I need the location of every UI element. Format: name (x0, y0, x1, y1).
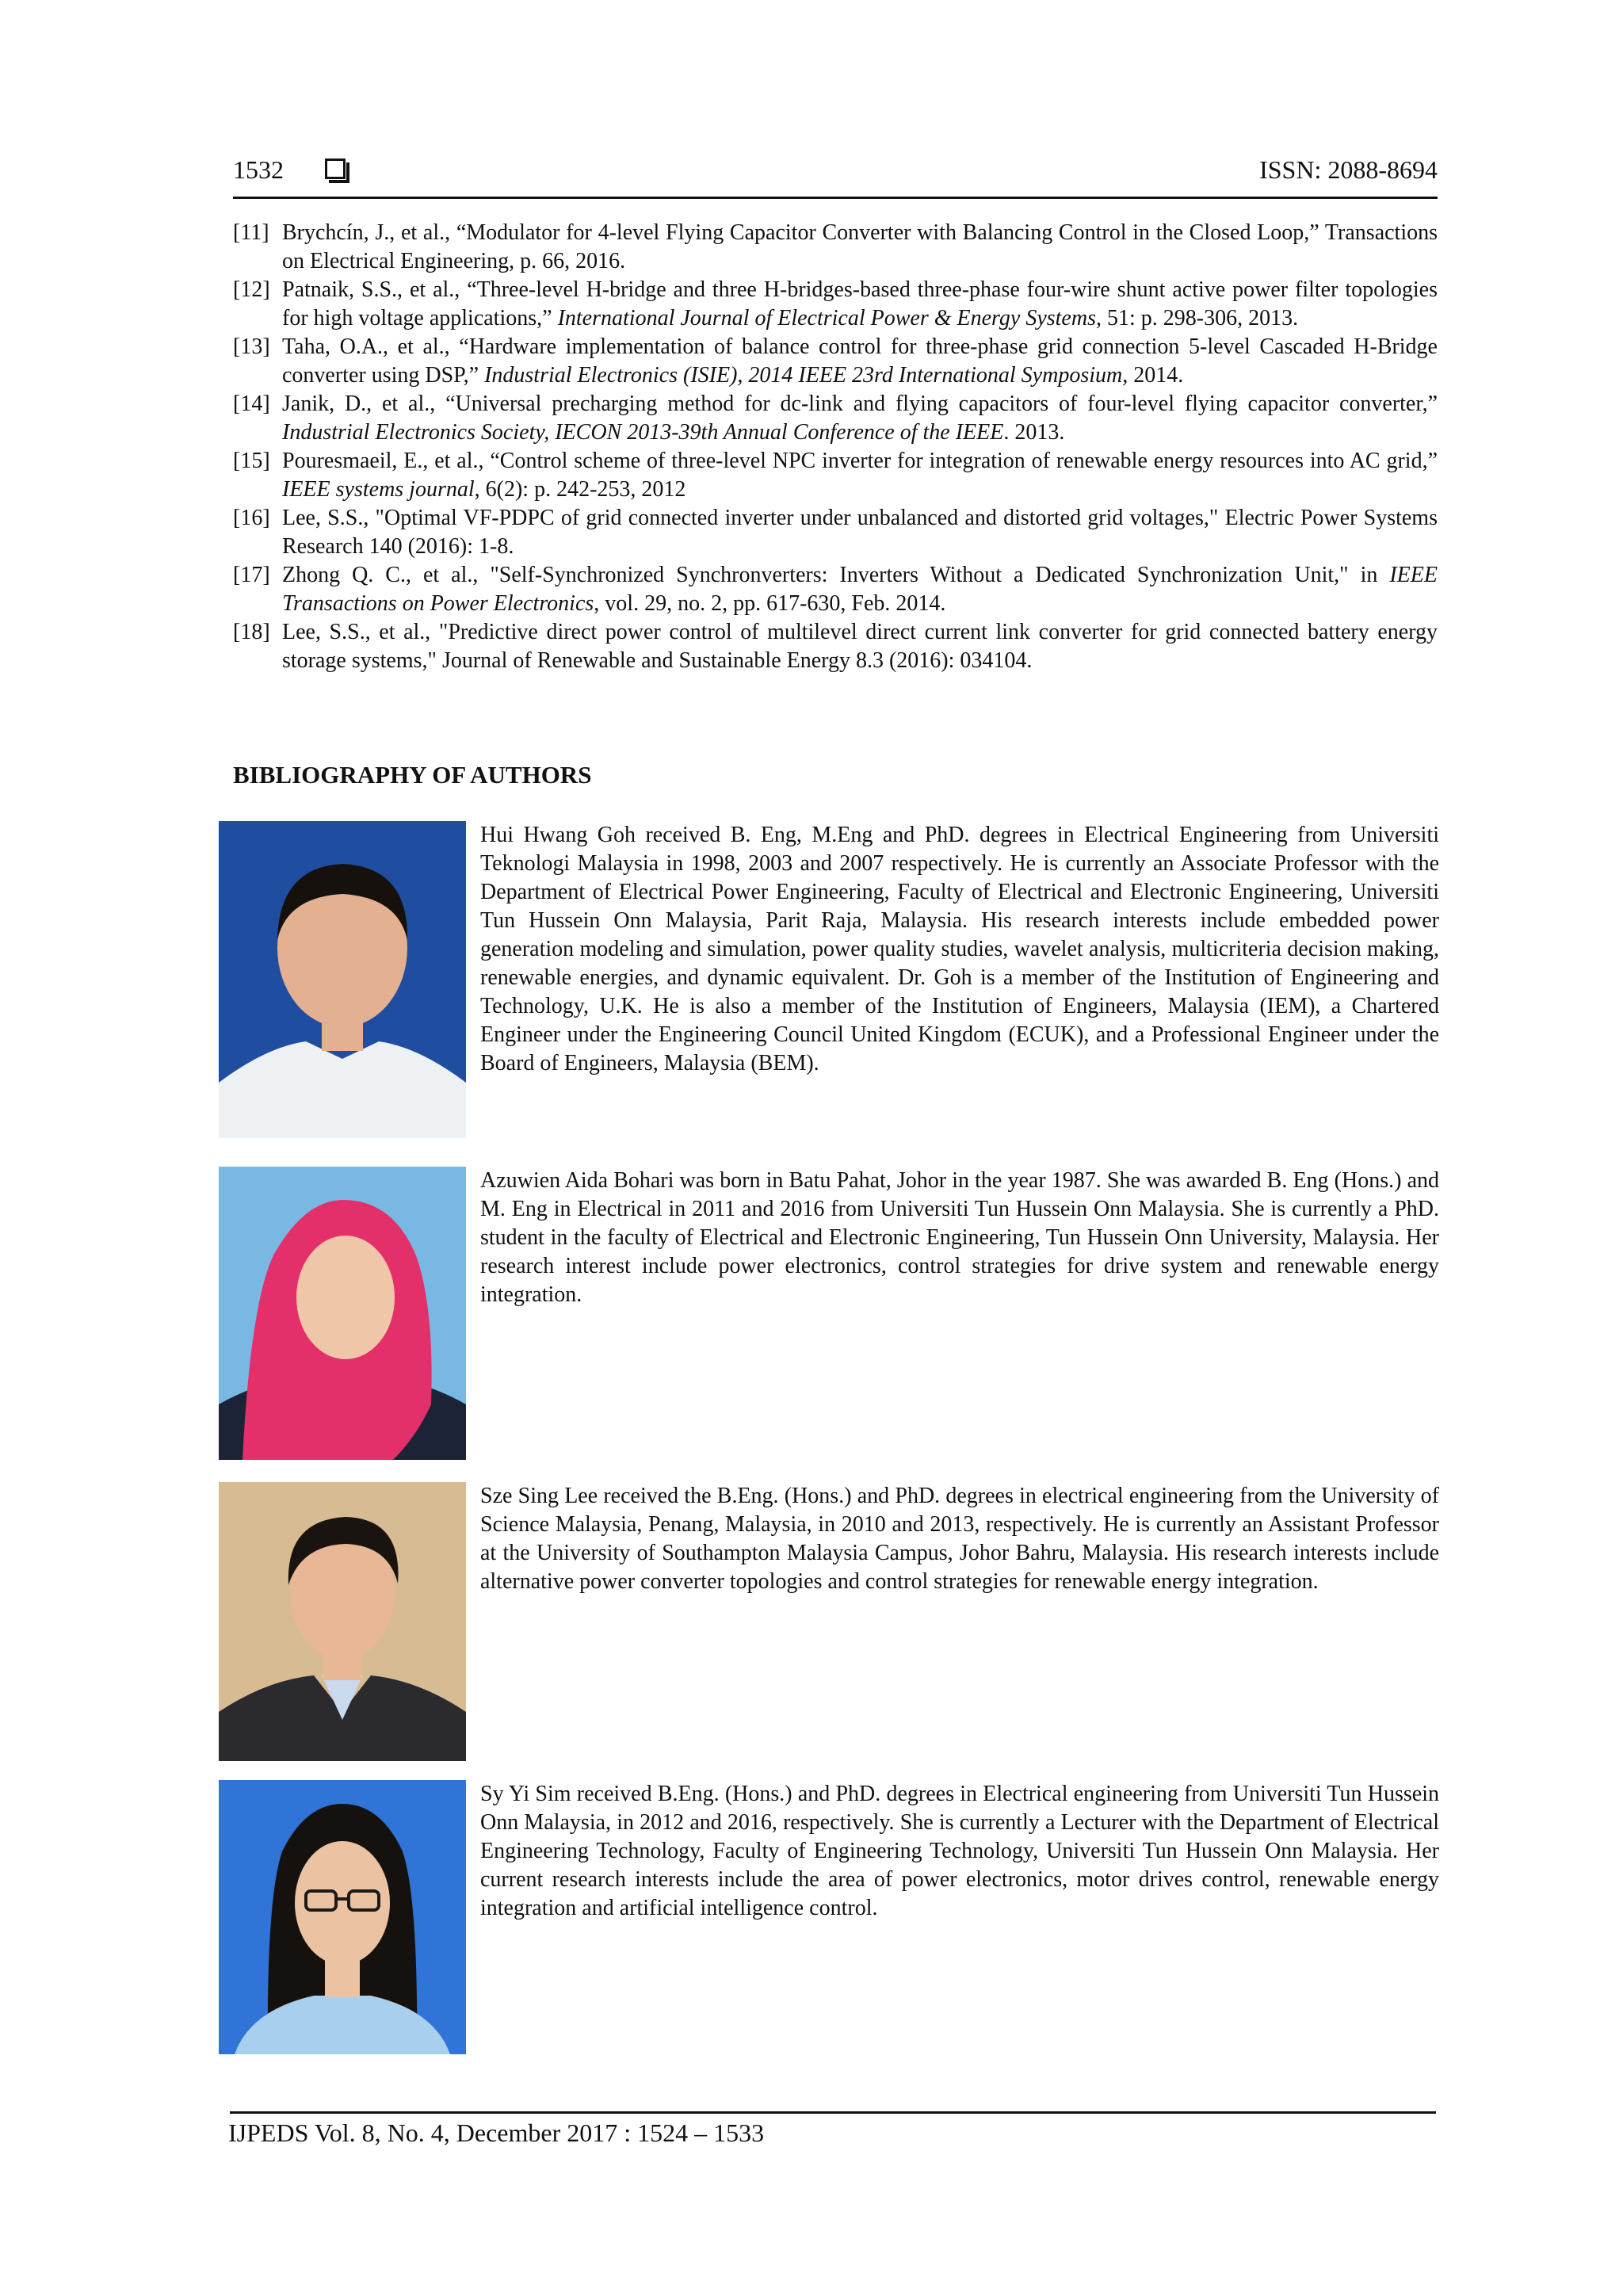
reference-venue: Industrial Electronics (ISIE), 2014 IEEE 23rd International Symposium, (484, 363, 1128, 388)
page-number: 1532 (233, 155, 284, 184)
reference-text: Taha, O.A., et al., “Hardware implementation of balance control for three-phase grid connection 5-level Cascaded H-Bridge converter using DSP,” (282, 334, 1438, 388)
reference-details: , 51: p. 298-306, 2013. (1095, 306, 1299, 330)
reference-number: [15] (233, 449, 270, 473)
box-bullet-icon (325, 159, 346, 179)
reference-details: . 2013. (1003, 420, 1065, 445)
reference-text: Brychcín, J., et al., “Modulator for 4-level Flying Capacitor Converter with Balancing Control in the Closed Loop,” Transactions on Electrical Engineering, p. 66, 2016. (282, 220, 1438, 273)
author-photo (219, 1780, 466, 2054)
portrait-image (219, 821, 466, 1138)
reference-venue: International Journal of Electrical Power & Energy Systems (557, 306, 1096, 330)
portrait-image (219, 1167, 466, 1460)
author-bio: Sze Sing Lee received the B.Eng. (Hons.) and PhD. degrees in electrical engineering from the University of Science Malaysia, Penang, Malaysia, in 2010 and 2013, respectively. He is currently an Assistant Professor at the University of Southampton Malaysia Campus, Johor Bahru, Malaysia. His research interests include alternative power converter topologies and control strategies for renewable energy integration. (480, 1484, 1439, 1594)
reference-number: [14] (233, 392, 270, 416)
reference-item (233, 618, 1438, 675)
reference-number: [13] (233, 334, 270, 359)
reference-text: Lee, S.S., "Optimal VF-PDPC of grid connected inverter under unbalanced and distorted grid voltages," Electric Power Systems Research 140 (2016): 1-8. (282, 506, 1438, 559)
reference-text: Lee, S.S., et al., "Predictive direct power control of multilevel direct current link converter for grid connected battery energy storage systems," Journal of Renewable and Sustainable Energy 8.3 (2016): 034104. (282, 620, 1438, 673)
journal-citation: IJPEDS Vol. 8, No. 4, December 2017 : 1524 – 1533 (228, 2118, 765, 2147)
reference-details: , vol. 29, no. 2, pp. 617-630, Feb. 2014. (594, 591, 946, 616)
portrait-image (219, 1482, 466, 1761)
reference-number: [11] (233, 220, 269, 245)
reference-list (233, 219, 1438, 675)
reference-number: [17] (233, 563, 270, 587)
reference-details: , 6(2): p. 242-253, 2012 (474, 477, 686, 502)
reference-item (233, 504, 1438, 561)
author-bio: Sy Yi Sim received B.Eng. (Hons.) and PhD. degrees in Electrical engineering from Universiti Tun Hussein Onn Malaysia, in 2012 and 2016, respectively. She is currently a Lecturer with the Department of Electrical Engineering Technology, Faculty of Engineering Technology, Universiti Tun Hussein Onn Malaysia. Her current research interests include the area of power electronics, motor drives control, renewable energy integration and artificial intelligence control. (480, 1782, 1439, 1920)
reference-item (233, 219, 1438, 276)
issn: ISSN: 2088-8694 (1259, 155, 1438, 184)
reference-venue: IEEE Transactions on Power Electronics (282, 563, 1438, 616)
reference-text: Pouresmaeil, E., et al., “Control scheme of three-level NPC inverter for integration of renewable energy resources into AC grid,” (282, 449, 1438, 473)
reference-item (233, 390, 1438, 447)
author-photo (219, 1167, 466, 1460)
reference-venue: IEEE systems journal (282, 477, 475, 502)
reference-item (233, 276, 1438, 333)
author-bio: Azuwien Aida Bohari was born in Batu Pahat, Johor in the year 1987. She was awarded B. Eng (Hons.) and M. Eng in Electrical in 2011 and 2016 from Universiti Tun Hussein Onn Malaysia. She is currently a PhD. student in the faculty of Electrical and Electronic Engineering, Tun Hussein Onn University, Malaysia. Her research interest include power electronics, control strategies for drive system and renewable energy integration. (480, 1168, 1439, 1307)
page-footer (228, 2111, 1436, 2147)
reference-item (233, 333, 1438, 390)
reference-number: [16] (233, 506, 270, 530)
page-header (233, 152, 1438, 199)
reference-number: [18] (233, 620, 270, 644)
reference-item (233, 561, 1438, 618)
reference-number: [12] (233, 277, 270, 302)
reference-item (233, 447, 1438, 504)
reference-text: Janik, D., et al., “Universal precharging method for dc-link and flying capacitors of four-level flying capacitor converter,” (282, 392, 1438, 416)
reference-text: Patnaik, S.S., et al., “Three-level H-bridge and three H-bridges-based three-phase four-wire shunt active power filter topologies for high voltage applications,” (282, 277, 1438, 330)
reference-details: 2014. (1128, 363, 1184, 388)
author-photo (219, 1482, 466, 1761)
portrait-image (219, 1780, 466, 2054)
bibliography-heading: BIBLIOGRAPHY OF AUTHORS (233, 761, 592, 789)
author-photo (219, 821, 466, 1138)
author-bio: Hui Hwang Goh received B. Eng, M.Eng and PhD. degrees in Electrical Engineering from Universiti Teknologi Malaysia in 1998, 2003 and 2007 respectively. He is currently an Associate Professor with the Department of Electrical Power Engineering, Faculty of Electrical and Electronic Engineering, Universiti Tun Hussein Onn Malaysia, Parit Raja, Malaysia. His research interests include embedded power generation modeling and simulation, power quality studies, wavelet analysis, multicriteria decision making, renewable energies, and dynamic equivalent. Dr. Goh is a member of the Institution of Engineering and Technology, U.K. He is also a member of the Institution of Engineers, Malaysia (IEM), a Chartered Engineer under the Engineering Council United Kingdom (ECUK), and a Professional Engineer under the Board of Engineers, Malaysia (BEM). (480, 823, 1439, 1075)
reference-text: Zhong Q. C., et al., "Self-Synchronized Synchronverters: Inverters Without a Dedicated Synchronization Unit," in (282, 563, 1390, 587)
reference-venue: Industrial Electronics Society, IECON 2013-39th Annual Conference of the IEEE (282, 420, 1004, 445)
